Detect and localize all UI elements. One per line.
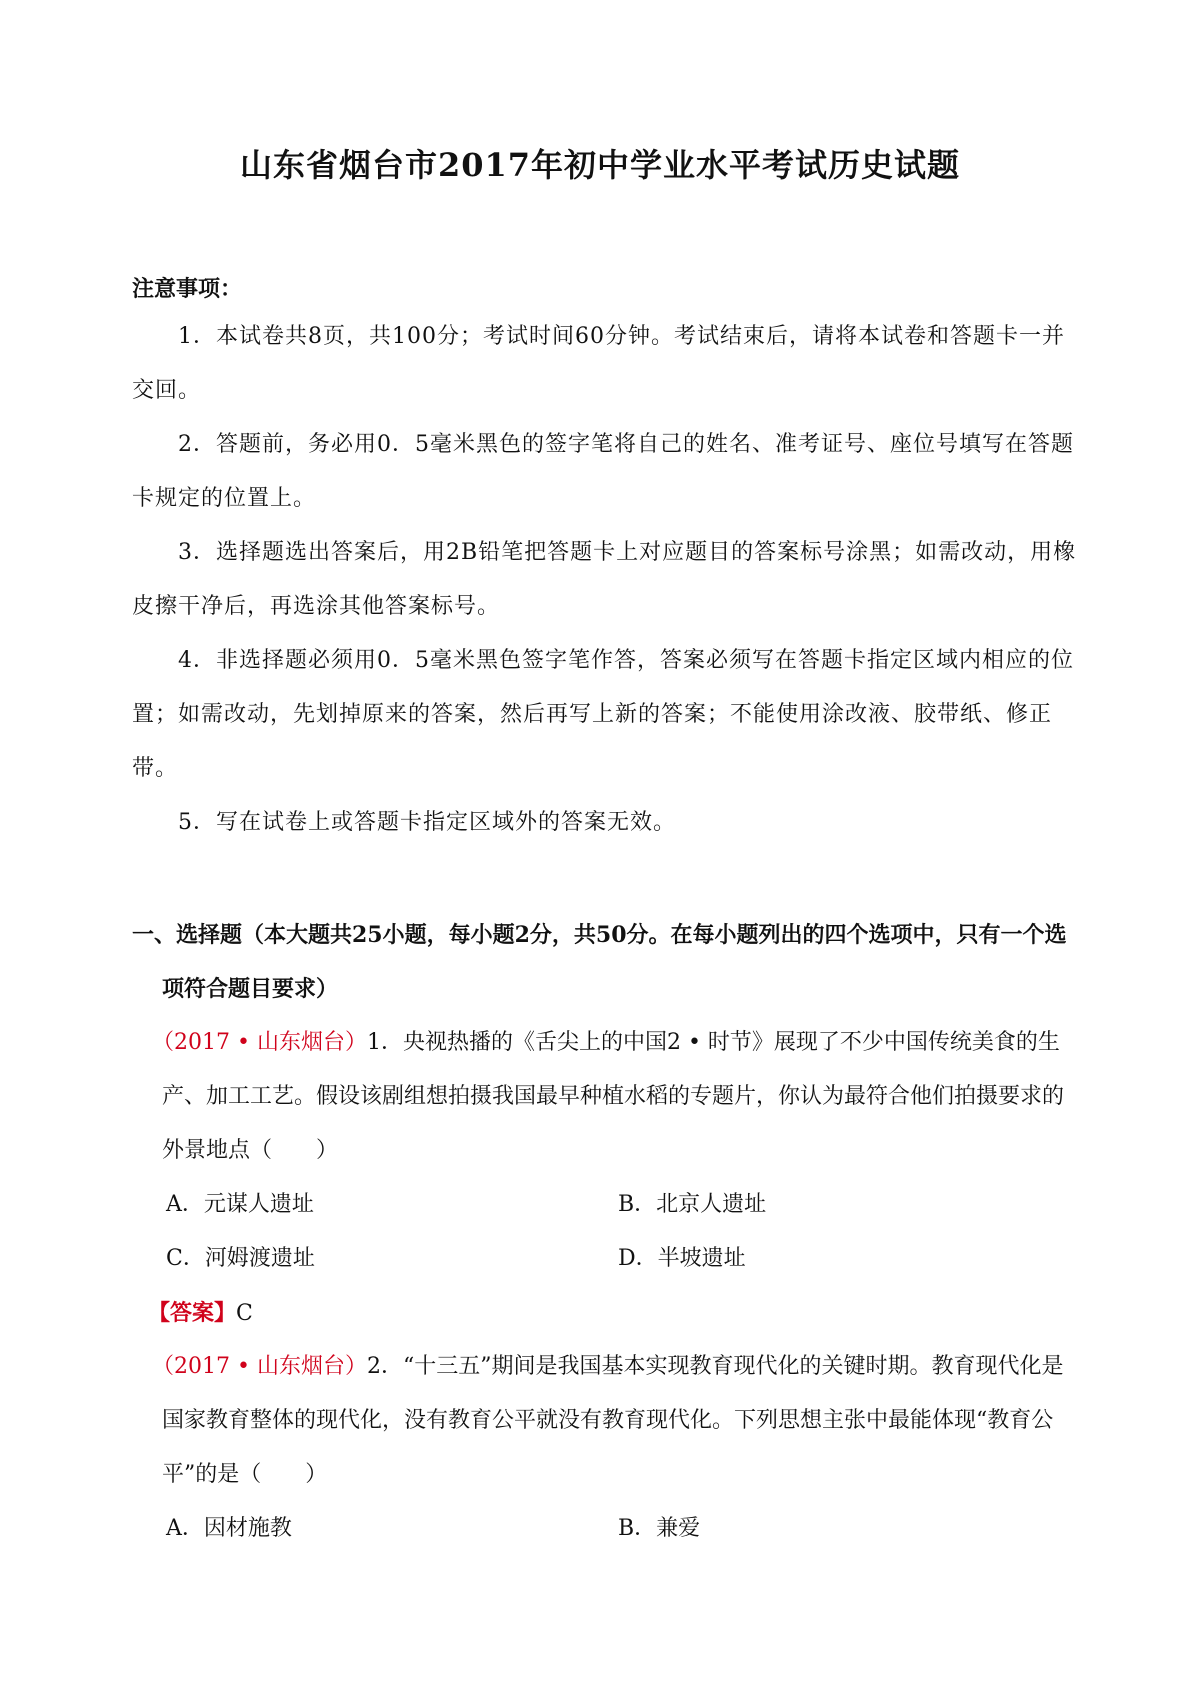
question-source: （2017 • 山东烟台） xyxy=(152,1030,367,1055)
section-heading: 一、选择题（本大题共25小题，每小题2分，共50分。在每小题列出的四个选项中，只有一个选项符合题目要求） xyxy=(132,922,1067,1002)
answer-value: C xyxy=(236,1301,253,1326)
notice-item-3: 3．选择题选出答案后，用2B铅笔把答题卡上对应题目的答案标号涂黑；如需改动，用橡皮擦干净后，再选涂其他答案标号。 xyxy=(132,540,1077,619)
notice-item-5: 5．写在试卷上或答题卡指定区域外的答案无效。 xyxy=(178,810,676,835)
option-a: A．因材施教 xyxy=(166,1516,292,1541)
notice-item-1: 1．本试卷共8页，共100分；考试时间60分钟。考试结束后，请将本试卷和答题卡一并交回。 xyxy=(132,324,1065,403)
answer-line xyxy=(148,1286,253,1341)
option-d: D．半坡遗址 xyxy=(618,1246,746,1271)
notice-item-2: 2．答题前，务必用0．5毫米黑色的签字笔将自己的姓名、准考证号、座位号填写在答题卡规定的位置上。 xyxy=(132,432,1074,511)
notice-item-4: 4．非选择题必须用0．5毫米黑色签字笔作答，答案必须写在答题卡指定区域内相应的位置；如需改动，先划掉原来的答案，然后再写上新的答案；不能使用涂改液、胶带纸、修正带。 xyxy=(132,648,1074,781)
option-b: B．北京人遗址 xyxy=(618,1192,767,1217)
question-text: 1．央视热播的《舌尖上的中国2 • 时节》展现了不少中国传统美食的生产、加工工艺。假设该剧组想拍摄我国最早种植水稻的专题片，你认为最符合他们拍摄要求的外景地点（ ） xyxy=(162,1030,1065,1163)
option-a: A．元谋人遗址 xyxy=(166,1192,314,1217)
option-b: B．兼爱 xyxy=(618,1516,701,1541)
option-c: C．河姆渡遗址 xyxy=(166,1246,315,1271)
question-text: 2．“十三五”期间是我国基本实现教育现代化的关键时期。教育现代化是国家教育整体的现代化，没有教育公平就没有教育现代化。下列思想主张中最能体现“教育公平”的是（ ） xyxy=(162,1354,1064,1487)
question-source: （2017 • 山东烟台） xyxy=(152,1354,367,1379)
answer-tag: 【答案】 xyxy=(148,1300,237,1326)
question-2 xyxy=(132,1340,1078,1502)
notice-heading: 注意事项： xyxy=(132,276,243,302)
question-1 xyxy=(132,1016,1078,1178)
page-title: 山东省烟台市2017年初中学业水平考试历史试题 xyxy=(239,146,961,184)
